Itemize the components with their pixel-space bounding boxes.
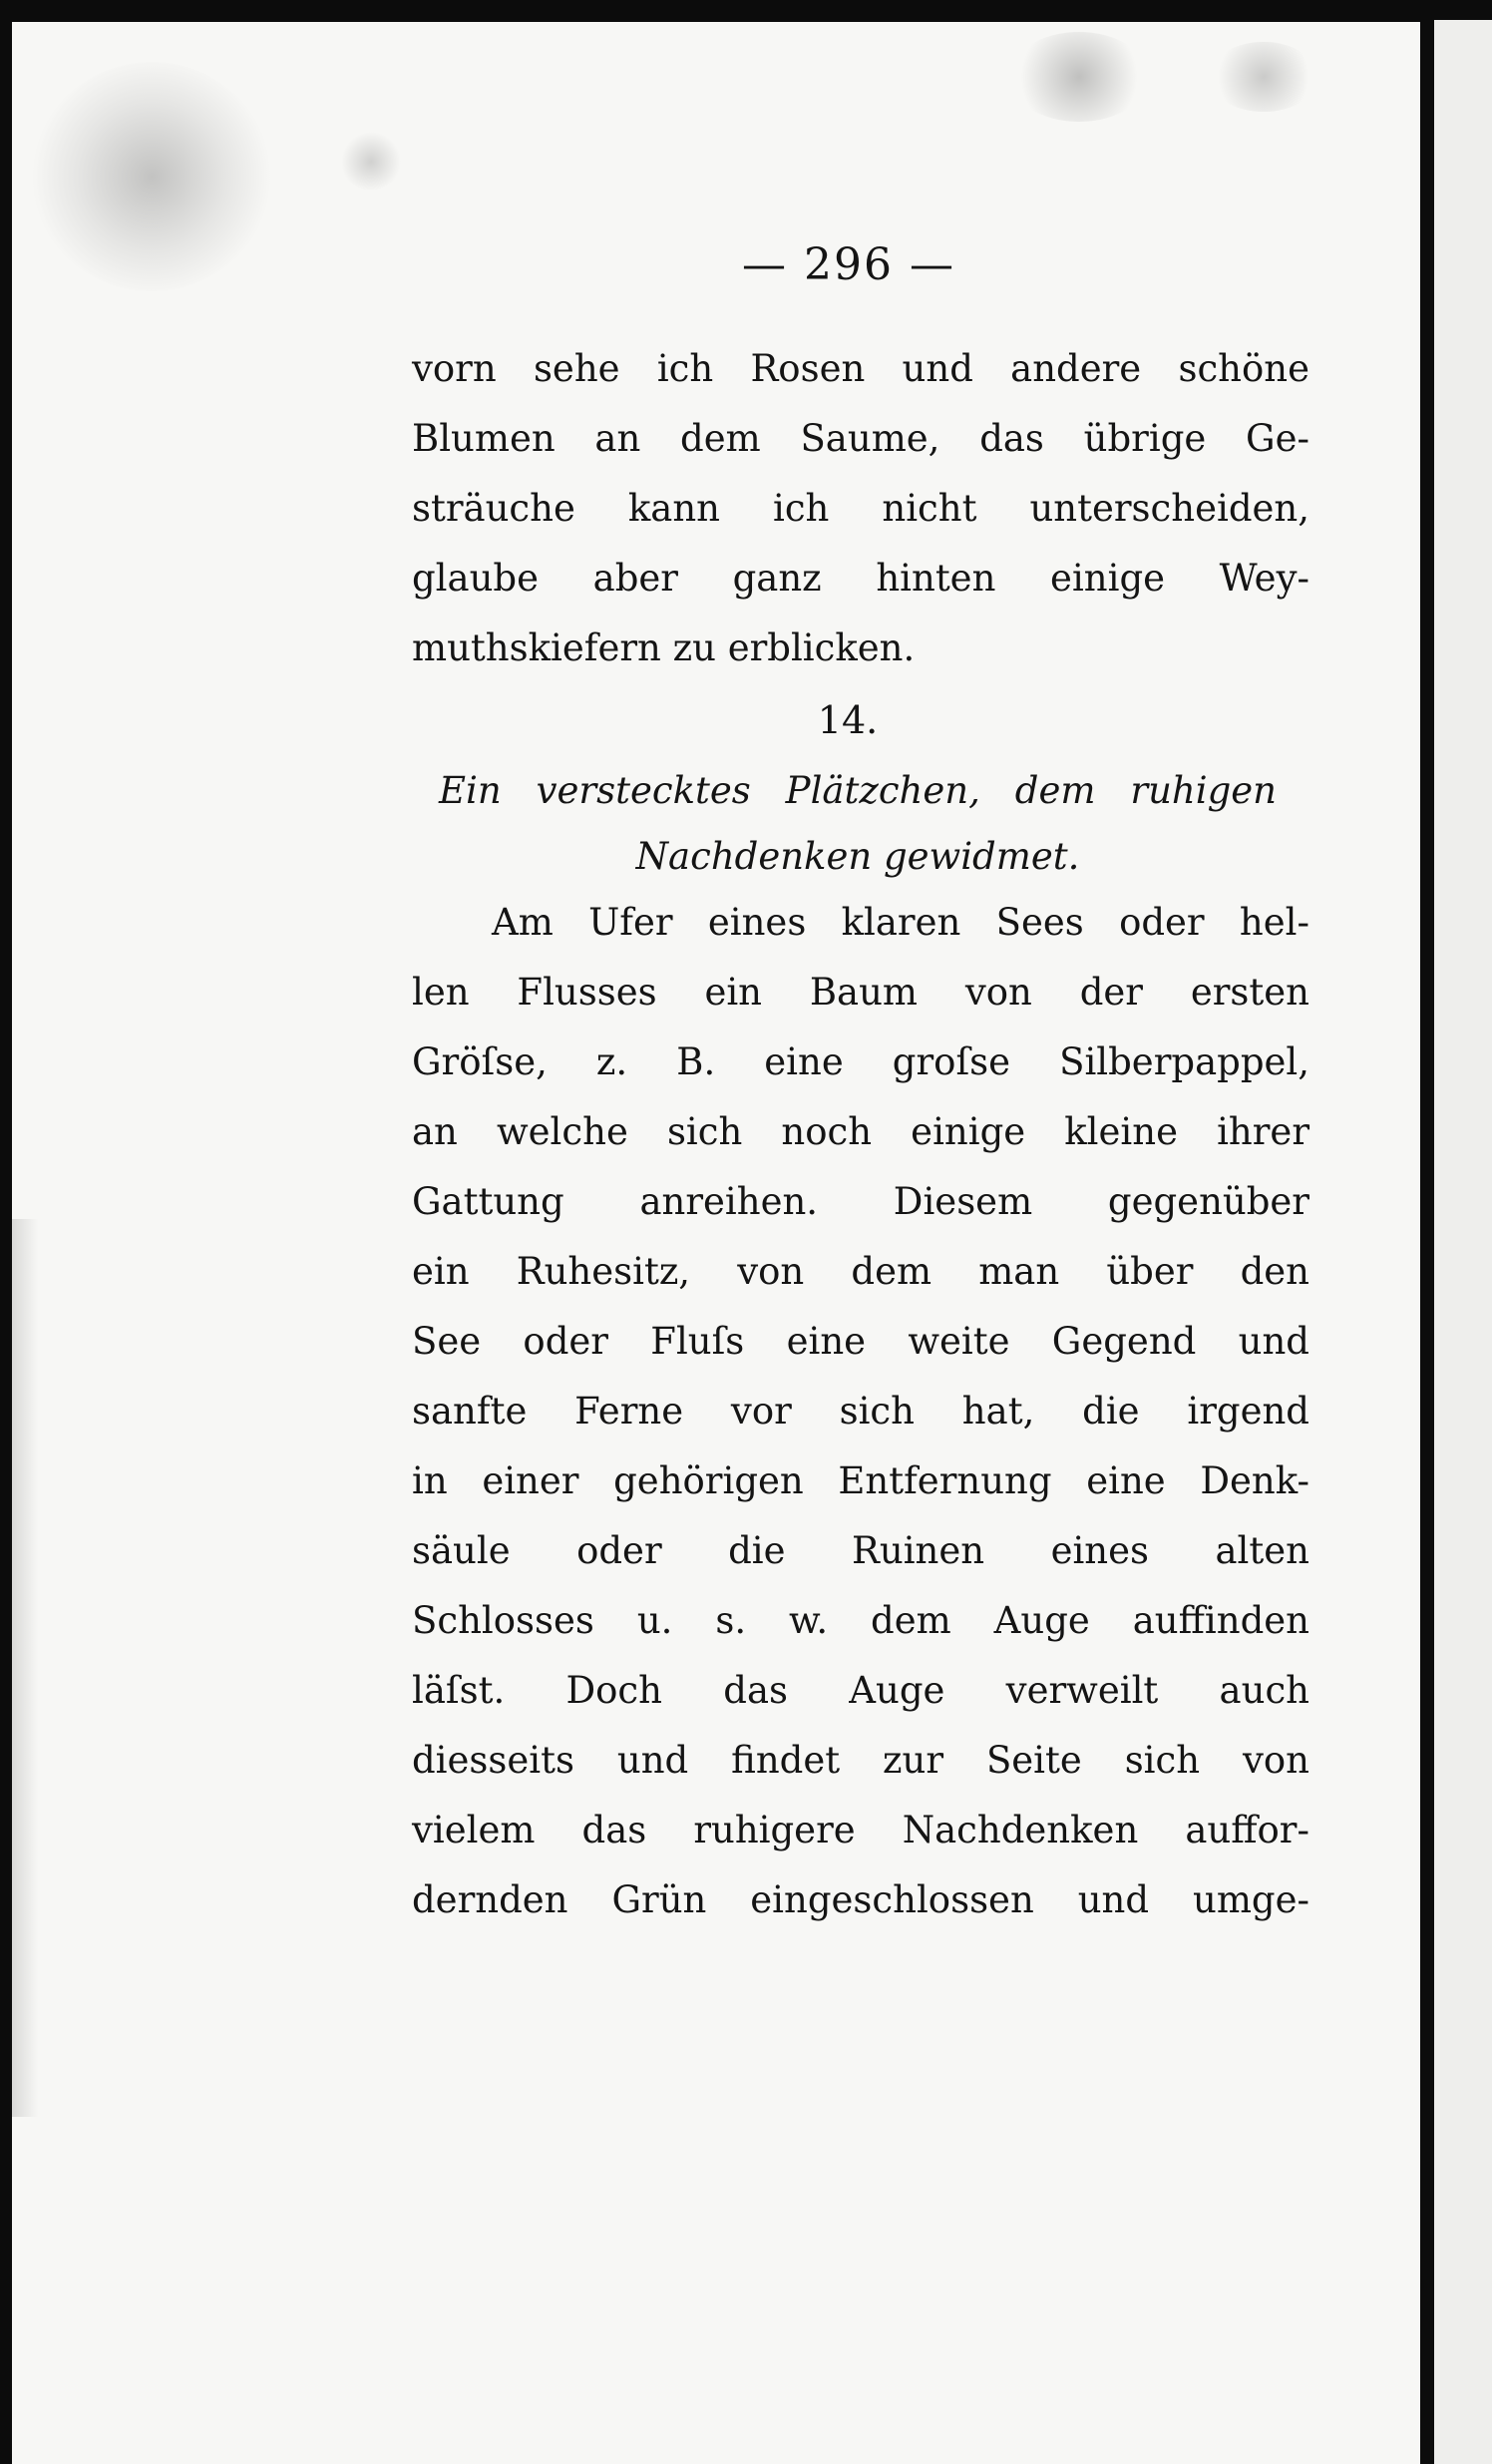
text-line: an welche sich noch einige kleine ihrer — [412, 1110, 1309, 1153]
stain-mark — [341, 132, 401, 192]
text-line: dernden Grün eingeschlossen und umge- — [412, 1878, 1309, 1921]
text-line: ein Ruhesitz, von dem man über den — [412, 1250, 1309, 1293]
stain-mark — [1009, 32, 1149, 122]
text-line: Schlosses u. s. w. dem Auge auffinden — [412, 1599, 1309, 1642]
adjacent-page-edge — [1434, 20, 1492, 2464]
section-heading: Ein verstecktes Plätzchen, dem ruhigen — [439, 769, 1277, 812]
section-heading: Nachdenken gewidmet. — [635, 835, 1080, 878]
text-line: Gröſse, z. B. eine groſse Silberpappel, — [412, 1040, 1309, 1083]
text-line: Am Ufer eines klaren Sees oder hel- — [492, 901, 1309, 944]
text-line: muthskiefern zu erblicken. — [412, 626, 916, 669]
text-line: glaube aber ganz hinten einige Wey- — [412, 557, 1309, 600]
stain-mark — [32, 62, 271, 291]
text-line: säule oder die Ruinen eines alten — [412, 1529, 1309, 1572]
text-line: Gattung anreihen. Diesem gegenüber — [412, 1180, 1309, 1223]
text-line: diesseits und findet zur Seite sich von — [412, 1739, 1309, 1782]
text-line: len Flusses ein Baum von der ersten — [412, 971, 1309, 1014]
text-line: See oder Fluſs eine weite Gegend und — [412, 1320, 1309, 1363]
page-number: — 296 — — [742, 239, 955, 290]
text-line: in einer gehörigen Entfernung eine Denk- — [412, 1459, 1309, 1502]
text-line: Blumen an dem Saume, das übrige Ge- — [412, 417, 1309, 460]
text-line: läſst. Doch das Auge verweilt auch — [412, 1669, 1309, 1712]
text-line: sanfte Ferne vor sich hat, die irgend — [412, 1390, 1309, 1433]
text-line: sträuche kann ich nicht unterscheiden, — [412, 487, 1309, 530]
text-line: vorn sehe ich Rosen und andere schöne — [412, 347, 1309, 390]
stain-mark — [1209, 42, 1318, 112]
edge-shadow — [12, 1219, 38, 2117]
section-number: 14. — [817, 698, 879, 742]
text-line: vielem das ruhigere Nachdenken auffor- — [412, 1809, 1309, 1851]
